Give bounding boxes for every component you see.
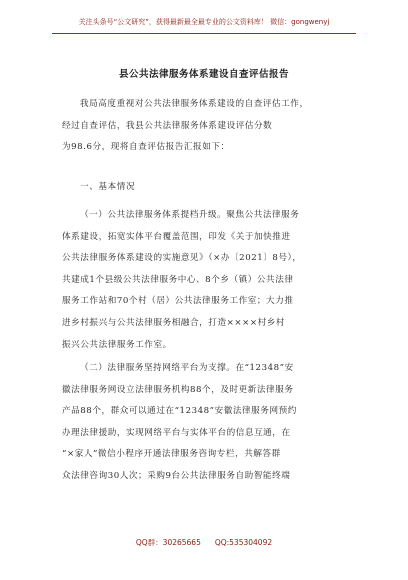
qq-group: QQ群：30265665	[135, 538, 201, 547]
paragraph-line: 进乡村振兴与公共法律服务相融合，打造××××村乡村	[62, 317, 286, 328]
paragraph-line: （一）公共法律服务体系提档升级。聚焦公共法律服务	[80, 210, 300, 220]
qq-number: QQ:535304092	[214, 538, 273, 547]
contact-footer	[0, 538, 408, 548]
paragraph-line: 众法律咨询30人次；采购9台公共法律服务自助智能终端	[62, 470, 291, 481]
intro-line: 我局高度重视对公共法律服务体系建设的自查评估工作，	[80, 99, 309, 109]
document-title: 县公共法律服务体系建设自查评估报告	[118, 69, 289, 80]
paragraph-line: 徽法律服务网设立法律服务机构88个，及时更新法律服务	[62, 384, 294, 395]
paragraph-line: 体系建设，拓宽实体平台覆盖范围，印发《关于加快推进	[62, 231, 291, 242]
header-divider	[52, 33, 356, 34]
wechat-id: 微信：gongwenyj	[270, 18, 330, 26]
paragraph-two	[62, 358, 352, 488]
paragraph-one	[62, 205, 352, 356]
intro-paragraph	[62, 94, 352, 159]
intro-line: 经过自查评估，我县公共法律服务体系建设评估分数	[62, 120, 273, 131]
paragraph-line: 公共法律服务体系建设的实施意见》（×办〔2021〕8号），	[62, 253, 302, 264]
paragraph-line: 振兴公共法律服务工作室。	[62, 339, 172, 350]
paragraph-line: （二）法律服务坚持网络平台为支撑。在“12348”安	[80, 363, 294, 373]
section-heading: 一、基本情况	[80, 182, 136, 192]
intro-line: 为98.6分，现将自查评估报告汇报如下：	[62, 142, 230, 153]
promo-header	[0, 17, 408, 27]
paragraph-line: 办理法律援助，实现网络平台与实体平台的信息互通，在	[62, 427, 291, 438]
promo-text: 关注头条号“公文研究”，获得最新最全最专业的公文资料库！	[78, 18, 268, 26]
paragraph-line: 产品88个，群众可以通过在“12348”安徽法律服务网预约	[62, 406, 297, 417]
paragraph-line: 共建成1个县级公共法律服务中心、8个乡（镇）公共法律	[62, 274, 294, 285]
paragraph-line: “×家人”微信小程序开通法律服务咨询专栏，共解答群	[62, 449, 281, 460]
paragraph-line: 服务工作站和70个村（居）公共法律服务工作室；大力推	[62, 296, 294, 307]
